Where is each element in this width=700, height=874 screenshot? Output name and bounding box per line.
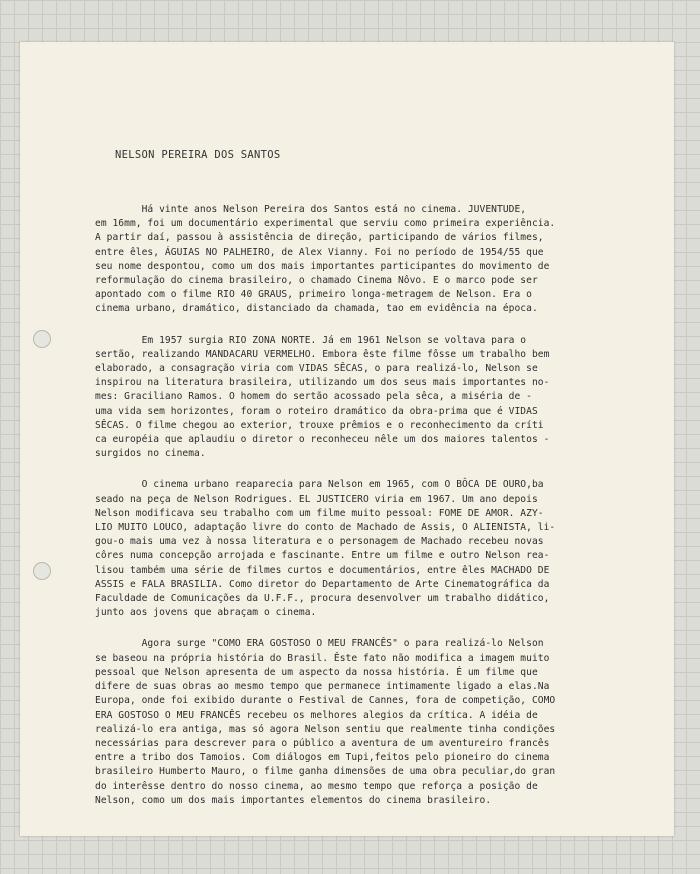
paragraph-3: [95, 478, 615, 620]
text-line: Em 1957 surgia RIO ZONA NORTE. Já em 1961 Nelson se voltava para o: [95, 334, 527, 346]
text-line: uma vida sem horizontes, foram o roteiro dramático da obra-prima que é VIDAS: [95, 405, 538, 417]
paragraph-4: [95, 637, 615, 807]
text-line: lisou também uma série de filmes curtos e documentários, entre êles MACHADO DE: [95, 564, 550, 576]
text-line: entre a tribo dos Tamoios. Com diálogos em Tupi,feitos pelo pioneiro do cinema: [95, 752, 550, 764]
text-line: se baseou na própria história do Brasil. Êste fato não modifica a imagem muito: [95, 652, 550, 664]
text-line: Nelson, como um dos mais importantes elementos do cinema brasileiro.: [95, 794, 492, 806]
text-line: do interêsse dentro do nosso cinema, ao mesmo tempo que reforça a posição de: [95, 780, 538, 792]
text-line: apontado com o filme RIO 40 GRAUS, primeiro longa-metragem de Nelson. Era o: [95, 289, 532, 301]
text-line: Há vinte anos Nelson Pereira dos Santos está no cinema. JUVENTUDE,: [95, 204, 527, 215]
punch-hole-top: [33, 330, 51, 348]
text-line: O cinema urbano reaparecia para Nelson em 1965, com O BÔCA DE OURO,ba: [95, 479, 544, 491]
text-line: mes: Graciliano Ramos. O homem do sertão acossado pela sêca, a miséria de -: [95, 391, 532, 403]
text-line: junto aos jovens que abraçam o cinema.: [95, 607, 317, 619]
text-line: elaborado, a consagração viria com VIDAS SÊCAS, o para realizá-lo, Nelson se: [95, 363, 538, 375]
text-line: côres numa concepção arrojada e fascinante. Entre um filme e outro Nelson rea-: [95, 550, 550, 562]
punch-hole-bottom: [33, 562, 51, 580]
text-line: ASSIS e FALA BRASILIA. Como diretor do Departamento de Arte Cinematográfica da: [95, 578, 550, 590]
text-line: reformulação do cinema brasileiro, o chamado Cinema Nôvo. E o marco pode ser: [95, 275, 538, 287]
paragraph-1: [95, 203, 615, 317]
text-line: entre êles, ÁGUIAS NO PALHEIRO, de Alex Vianny. Foi no período de 1954/55 que: [95, 246, 544, 258]
text-line: sertão, realizando MANDACARU VERMELHO. Embora êste filme fôsse um trabalho bem: [95, 348, 550, 360]
text-line: Europa, onde foi exibido durante o Festival de Cannes, fora de competição, COMO: [95, 695, 556, 707]
text-line: em 16mm, foi um documentário experimental que serviu como primeira experiência.: [95, 218, 556, 230]
text-line: LIO MUITO LOUCO, adaptação livre do conto de Machado de Assis, O ALIENISTA, li-: [95, 522, 556, 534]
text-line: surgidos no cinema.: [95, 448, 206, 460]
text-line: necessárias para descrever para o público a aventura de um aventureiro francês: [95, 737, 550, 749]
text-line: Nelson modificava seu trabalho com um filme muito pessoal: FOME DE AMOR. AZY-: [95, 507, 544, 519]
text-line: brasileiro Humberto Mauro, o filme ganha dimensões de uma obra peculiar,do gran: [95, 766, 556, 778]
text-line: seu nome despontou, como um dos mais importantes participantes do movimento de: [95, 260, 550, 272]
text-line: ERA GOSTOSO O MEU FRANCÊS recebeu os melhores alegios da crítica. A idéia de: [95, 709, 538, 721]
text-line: gou-o mais uma vez à nossa literatura e o personagem de Machado recebeu novas: [95, 536, 544, 548]
text-line: inspirou na literatura brasileira, utilizando um dos seus mais importantes no-: [95, 377, 550, 389]
text-line: ca européia que aplaudiu o diretor o reconheceu nêle um dos maiores talentos -: [95, 434, 550, 446]
text-line: Agora surge "COMO ERA GOSTOSO O MEU FRANCÊS" o para realizá-lo Nelson: [95, 638, 544, 650]
text-line: cinema urbano, dramático, distanciado da chamada, tao em evidência na época.: [95, 303, 538, 315]
text-line: SÊCAS. O filme chegou ao exterior, trouxe prêmios e o reconhecimento da críti: [95, 419, 544, 431]
text-line: difere de suas obras ao mesmo tempo que permanece intimamente ligado a elas.Na: [95, 681, 550, 693]
text-line: A partir daí, passou à assistência de direção, participando de vários filmes,: [95, 232, 544, 244]
text-line: realizá-lo era antiga, mas só agora Nelson sentiu que realmente tinha condições: [95, 723, 556, 735]
text-line: Faculdade de Comunicações da U.F.F., procura desenvolver um trabalho didático,: [95, 593, 550, 605]
paragraph-2: [95, 334, 615, 462]
document-title: NELSON PEREIRA DOS SANTOS: [115, 149, 281, 161]
text-line: pessoal que Nelson apresenta de um aspecto da nossa história. É um filme que: [95, 666, 538, 678]
document-body: [95, 203, 615, 825]
text-line: seado na peça de Nelson Rodrigues. EL JUSTICERO viria em 1967. Um ano depois: [95, 493, 538, 505]
